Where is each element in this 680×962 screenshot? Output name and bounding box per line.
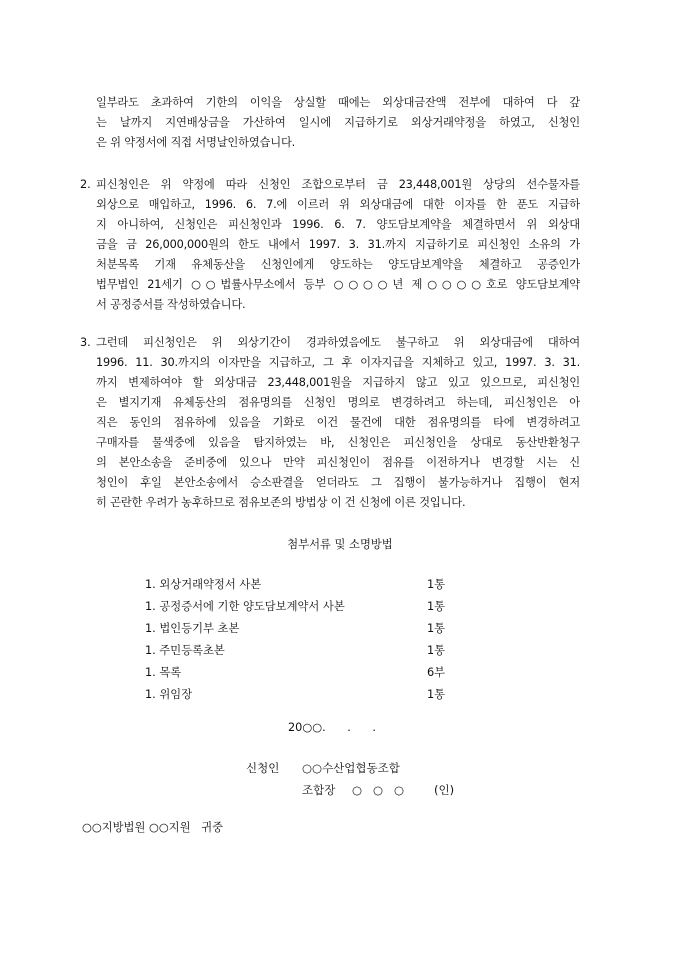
text-line: 금을 금 26,000,000원의 한도 내에서 1997. 3. 31.까지 지급하기로 피신청인 소유의 가 (96, 238, 580, 251)
applicant-name: ○○수산업협동조합 (302, 761, 400, 775)
paragraph-number: 2. (80, 178, 91, 191)
attachment-name: 1. 법인등기부 초본 (145, 622, 240, 635)
attachments-title: 첨부서류 및 소명방법 (287, 538, 393, 551)
attachment-item (145, 597, 465, 617)
text-line: 청인이 후일 본안소송에서 승소판결을 얻더라도 그 집행이 불가능하거나 집행이 현저 (96, 476, 580, 489)
text-line: 히 곤란한 우려가 농후하므로 점유보존의 방법상 이 건 신청에 이른 것입니다. (96, 496, 466, 509)
seal-mark: (인) (434, 783, 455, 797)
text-line: 구매자를 물색중에 있음을 탐지하였는 바, 신청인은 피신청인을 상대로 동산반환청구 (96, 436, 580, 449)
court-addressee: ○○지방법원 ○○지원 귀중 (82, 821, 224, 834)
text-line: 의 본안소송을 준비중에 있으나 만약 피신청인이 점유를 이전하거나 변경할 시는 신 (96, 456, 580, 469)
text-line: 피신청인은 위 약정에 따라 신청인 조합으로부터 금 23,448,001원 상당의 선수물자를 (96, 178, 580, 191)
attachment-qty: 1통 (427, 688, 446, 701)
applicant-label: 신청인 (246, 761, 280, 775)
attachment-name: 1. 주민등록초본 (145, 644, 225, 657)
text-line: 는 날까지 지연배상금을 가산하여 일시에 지급하기로 외상거래약정을 하였고, 신청인 (96, 116, 580, 129)
attachment-name: 1. 위임장 (145, 688, 193, 701)
document-date: 20○○. . . (288, 721, 376, 734)
text-line: 서 공정증서를 작성하였습니다. (96, 298, 246, 311)
attachment-name: 1. 외상거래약정서 사본 (145, 578, 262, 591)
text-line: 까지 변제하여야 할 외상대금 23,448,001원을 지급하지 않고 있고 있으므로, 피신청인 (96, 376, 580, 389)
attachment-qty: 6부 (427, 666, 446, 679)
attachment-item (145, 663, 465, 683)
text-line: 법무법인 21세기 ○○법률사무소에서 등부 ○○○○년 제○○○○호로 양도담보계약 (96, 278, 580, 291)
text-line: 그런데 피신청인은 위 외상기간이 경과하였음에도 불구하고 위 외상대금에 대하여 (96, 336, 580, 349)
paragraph-number: 3. (80, 336, 91, 349)
text-line: 일부라도 초과하여 기한의 이익을 상실할 때에는 외상대금잔액 전부에 대하여 다 갚 (96, 96, 580, 109)
text-line: 은 별지기재 유체동산의 점유명의를 신청인 명의로 변경하려고 하는데, 피신청인은 아 (96, 396, 580, 409)
attachment-name: 1. 목록 (145, 666, 182, 679)
attachment-name: 1. 공정증서에 기한 양도담보계약서 사본 (145, 600, 345, 613)
attachment-item (145, 575, 465, 595)
attachment-item (145, 641, 465, 661)
text-line: 처분목록 기재 유체동산을 신청인에게 양도하는 양도담보계약을 체결하고 공증인가 (96, 258, 580, 271)
text-line: 직은 동인의 점유하에 있음을 기화로 이건 물건에 대한 점유명의를 타에 변경하려고 (96, 416, 580, 429)
intro-paragraph (96, 93, 580, 153)
attachment-qty: 1통 (427, 622, 446, 635)
attachment-qty: 1통 (427, 578, 446, 591)
attachment-item (145, 619, 465, 639)
attachment-qty: 1통 (427, 644, 446, 657)
attachment-qty: 1통 (427, 600, 446, 613)
paragraph-2 (96, 175, 580, 315)
text-line: 1996. 11. 30.까지의 이자만을 지급하고, 그 후 이자지급을 지체하고 있고, 1997. 3. 31. (96, 356, 580, 369)
text-line: 은 위 약정서에 직접 서명날인하였습니다. (96, 136, 296, 149)
attachment-item (145, 685, 465, 705)
paragraph-3 (96, 333, 580, 513)
chair-name: ○ ○ ○ (352, 783, 405, 797)
text-line: 지 아니하여, 신청인은 피신청인과 1996. 6. 7. 양도담보계약을 체결하면서 위 외상대 (96, 218, 580, 231)
text-line: 외상으로 매입하고, 1996. 6. 7.에 이르러 위 외상대금에 대한 이자를 한 푼도 지급하 (96, 198, 580, 211)
chair-label: 조합장 (302, 783, 336, 797)
